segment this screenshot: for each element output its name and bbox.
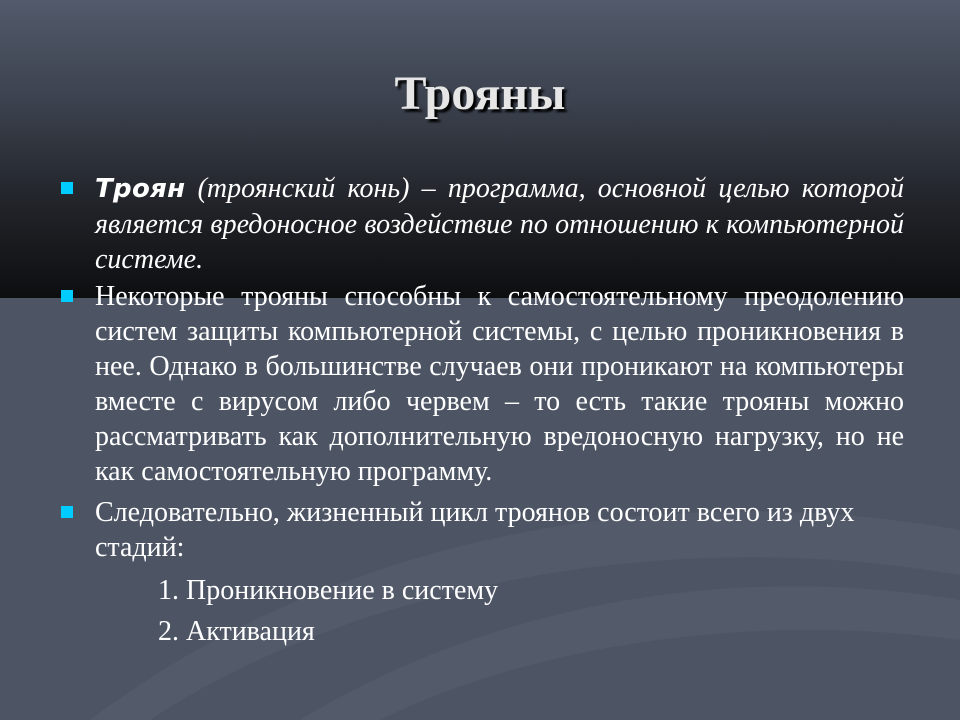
trojan-lifecycle-text: Следовательно, жизненный цикл троянов состоит всего из двух стадий: [95, 497, 855, 563]
square-bullet-icon [61, 182, 73, 194]
bullet-trojan-penetration [58, 279, 904, 489]
square-bullet-icon [61, 290, 73, 302]
slide-content [58, 171, 904, 649]
slide-title: Трояны [394, 67, 566, 120]
trojan-penetration-text: Некоторые трояны способны к самостоятельному преодолению систем защиты компьютерной системы, с целью проникновения в нее. Однако в большинстве случаев они проникают на компьютеры вместе с вирусом либо червем – то есть такие трояны можно рассматривать как дополнительную вредоносную нагрузку, но не как самостоятельную программу. [95, 281, 904, 487]
term-trojan: Троян [95, 174, 186, 204]
stage-item: 1. Проникновение в систему [158, 575, 499, 606]
bullet-trojan-definition [58, 171, 904, 277]
stage-item: 2. Активация [158, 616, 315, 647]
bullet-trojan-lifecycle [58, 495, 904, 565]
trojan-definition-text: (троянский конь) – программа, основной целью которой является вредоносное воздействие по отношению к компьютерной системе. [95, 173, 904, 275]
square-bullet-icon [61, 506, 73, 518]
